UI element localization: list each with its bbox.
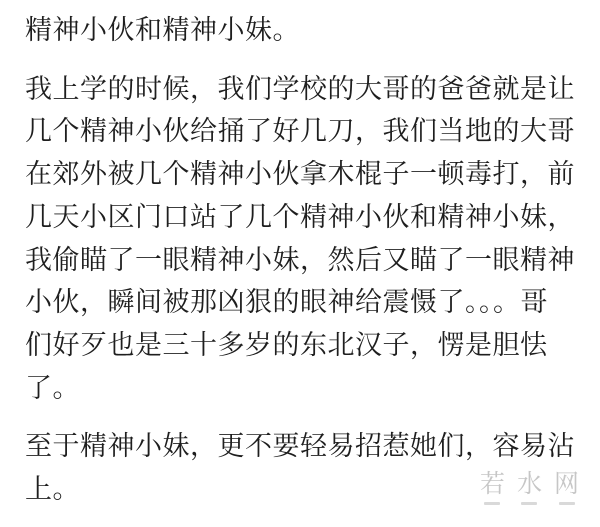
post-text <box>25 9 585 527</box>
watermark-underline-segment <box>559 502 575 505</box>
watermark-text: 若水网 <box>479 470 591 498</box>
text-line: 了。 <box>25 372 80 403</box>
text-line: 我偷瞄了一眼精神小妹，然后又瞄了一眼精神 <box>25 244 575 275</box>
watermark-underline-segment <box>484 502 500 505</box>
watermark-underline-segment <box>521 502 537 505</box>
text-line: 我上学的时候，我们学校的大哥的爸爸就是让 <box>25 73 575 104</box>
text-line: 上。 <box>25 474 80 505</box>
text-line: 小伙，瞬间被那凶狠的眼神给震慑了。。。哥 <box>25 287 548 318</box>
text-line: 至于精神小妹，更不要轻易招惹她们，容易沾 <box>25 431 575 462</box>
paragraph <box>25 68 585 410</box>
text-line: 精神小伙和精神小妹。 <box>25 15 300 45</box>
watermark-underline <box>480 499 579 505</box>
watermark <box>479 469 591 505</box>
text-line: 几个精神小伙给捅了好几刀，我们当地的大哥 <box>25 116 575 147</box>
text-line: 们好歹也是三十多岁的东北汉子，愣是胆怯 <box>25 329 548 360</box>
paragraph <box>25 9 585 52</box>
text-line: 几天小区门口站了几个精神小伙和精神小妹， <box>25 201 575 232</box>
text-line: 在郊外被几个精神小伙拿木棍子一顿毒打，前 <box>25 159 575 190</box>
